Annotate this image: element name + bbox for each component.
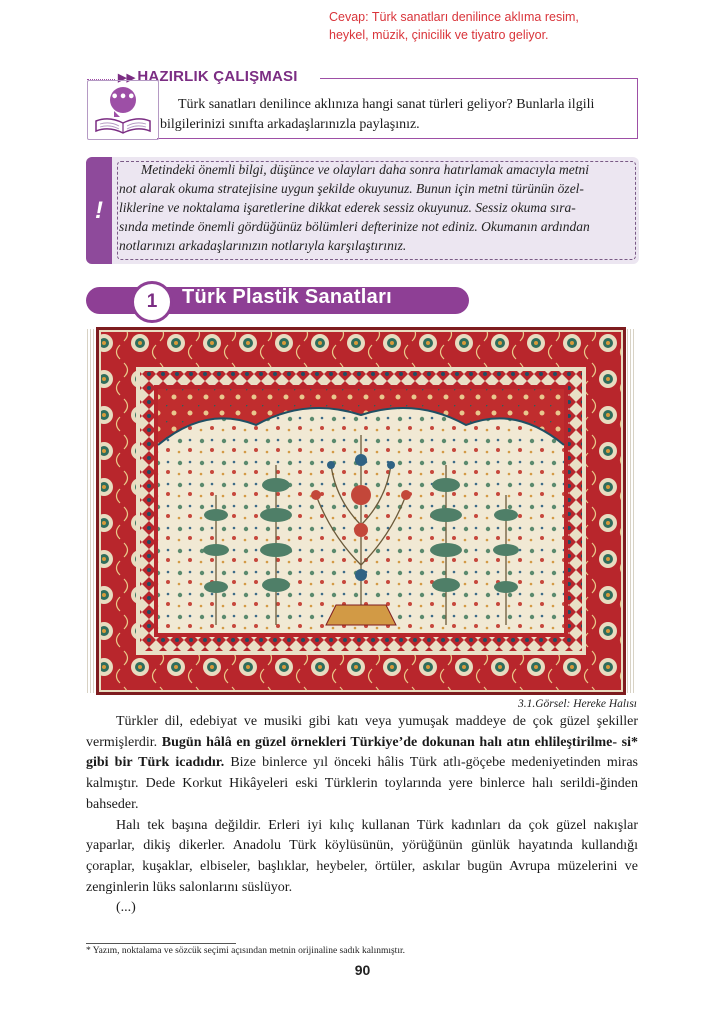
p1-line-4: miras kalmıştır. Dede Korkut Hikâyeleri eski Türklerin toylarında yere binlerce halı serildi- [86, 755, 638, 792]
p2-line-2: yaparlar, dikiş dikerler. Anadolu Türk köylüsünün, yörüğünün günlük hayatında kullandığı [86, 838, 638, 854]
p1-line-5: ğinden bahseder. [86, 776, 638, 812]
prep-text [160, 95, 634, 135]
info-line: notlarınızı arkadaşlarınızın notlarıyla karşılaştırınız. [119, 238, 407, 253]
info-line: sında metinde önemli gördüğünüz bölümleri defterinize not ediniz. Okumanın ardından [119, 219, 590, 234]
double-chevron-icon: ▶▶ [118, 72, 136, 84]
footnote: * Yazım, noktalama ve sözcük seçimi açısından metnin orijinaline sadık kalınmıştır. [86, 946, 405, 956]
prep-bottom-rule [157, 138, 638, 139]
info-line: Metindeki önemli bilgi, düşünce ve olayları daha sonra hatırlamak amacıyla metni [141, 162, 590, 177]
p1-line-2b-bold: Bugün hâlâ en güzel örnekleri Türkiye’de dokunan halı atın ehlileştirilme- [161, 734, 618, 750]
figure-caption: 3.1.Görsel: Hereke Halısı [517, 698, 637, 710]
open-book-icon [94, 115, 152, 135]
info-line: liklerine ve noktalama işaretlerine dikkat ederek sessiz okuyunuz. Sessiz okuma sıra- [119, 200, 576, 215]
section-number: 1 [146, 291, 158, 312]
p2-line-4: zenginlerin lüks salonlarını süslüyor. [86, 879, 293, 895]
info-line: not alarak okuma stratejisine uygun şekilde okuyunuz. Bunun için metni türünün özel- [119, 181, 584, 196]
prep-right-rule [637, 78, 638, 138]
prep-title-text: HAZIRLIK ÇALIŞMASI [137, 68, 298, 85]
body-text [86, 712, 638, 919]
hereke-carpet-image [86, 325, 636, 697]
p1-line-1: Türkler dil, edebiyat ve musiki gibi katı veya yumuşak maddeye de çok güzel şekiller [116, 714, 638, 729]
p2-line-1: Halı tek başına değildir. Erleri iyi kılıç kullanan Türk kadınları da çok güzel nakışlar [116, 817, 638, 833]
page-number: 90 [354, 962, 371, 978]
speech-bubble-icon: ••• [110, 87, 136, 113]
paragraph-1 [86, 712, 638, 816]
p1-line-3a-bold: si* gibi bir Türk icadıdır. [86, 734, 638, 771]
prep-top-rule [320, 78, 638, 79]
answer-line-1: Cevap: Türk sanatları denilince aklıma resim, [329, 10, 579, 24]
footnote-rule [86, 943, 236, 944]
p2-line-3: çoraplar, kuşaklar, elbiseler, başlıklar, heybeler, örtüler, askılar bugün Avrupa müzelerini ve [86, 858, 638, 874]
p1-line-2a: vermişlerdir. [86, 734, 162, 750]
prep-icon-box [87, 80, 159, 140]
ellipsis: (...) [116, 900, 136, 916]
reading-strategy-box [86, 157, 639, 264]
info-text [119, 160, 631, 255]
prep-text-line-2: bilgilerinizi sınıfta arkadaşlarınızla paylaşınız. [160, 117, 420, 132]
answer-line-2: heykel, müzik, çinicilik ve tiyatro geliyor. [329, 28, 549, 42]
section-title: Türk Plastik Sanatları [182, 286, 393, 308]
carpet-illustration [86, 325, 636, 697]
exclamation-icon: ! [95, 197, 103, 224]
answer-note [329, 8, 709, 44]
paragraph-2 [86, 816, 638, 899]
prep-text-line-1: Türk sanatları denilince aklınıza hangi sanat türleri geliyor? Bunlarla ilgili [178, 97, 595, 112]
p1-line-3b: Bize binlerce yıl önceki hâlis Türk atlı-göçebe medeniyetinden [224, 755, 601, 771]
